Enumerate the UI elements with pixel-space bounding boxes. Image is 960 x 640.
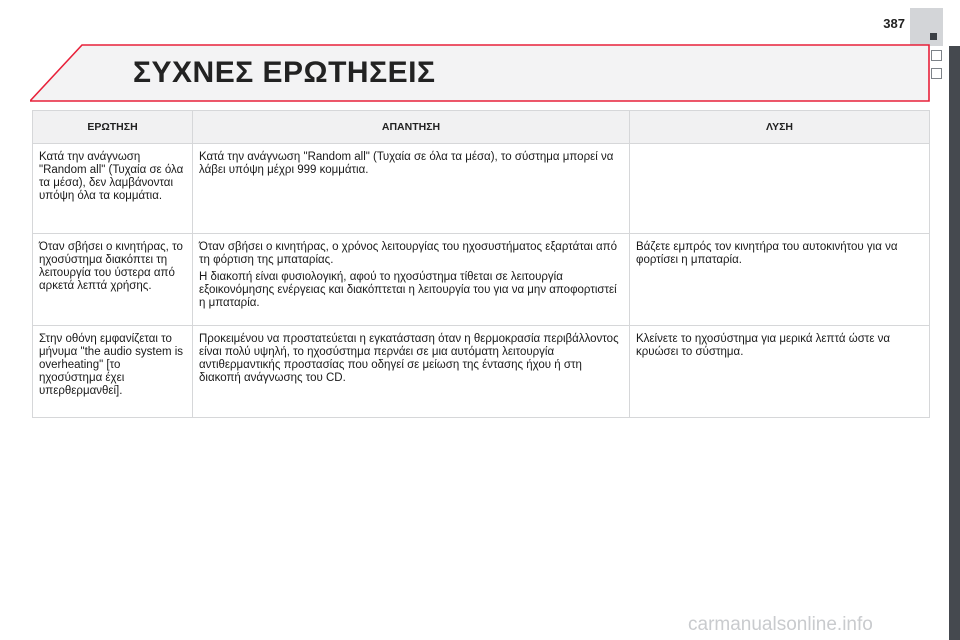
answer-cell: [193, 234, 630, 326]
answer-paragraph: Η διακοπή είναι φυσιολογική, αφού το ηχοσύστημα τίθεται σε λειτουργία εξοικονόμησης ενέργειας και διακόπτεται η λειτουργία του για να μην αποφορτιστεί η μπαταρία.: [199, 271, 617, 309]
question-cell: Όταν σβήσει ο κινητήρας, το ηχοσύστημα διακόπτει τη λειτουργία του ύστερα από αρκετά λεπτά χρήσης.: [33, 234, 193, 326]
page-title: ΣΥΧΝΕΣ ΕΡΩΤΗΣΕΙΣ: [133, 56, 436, 89]
table-header-row: [33, 111, 930, 144]
answer-cell: [193, 326, 630, 418]
table-row: [33, 234, 930, 326]
page-number: 387: [883, 16, 905, 31]
solution-cell: [630, 144, 930, 234]
answer-paragraph: Προκειμένου να προστατεύεται η εγκατάσταση όταν η θερμοκρασία περιβάλλοντος είναι πολύ υψηλή, το ηχοσύστημα περνάει σε μια αυτόματη λειτουργία αντιθερμαντικής προστασίας που οδηγεί σε μείωση της έντασης ήχου ή στη διακοπή ανάγνωσης του CD.: [199, 333, 619, 384]
question-cell: Κατά την ανάγνωση "Random all" (Τυχαία σε όλα τα μέσα), δεν λαμβάνονται υπόψη όλα τα κομμάτια.: [33, 144, 193, 234]
answer-paragraph: Όταν σβήσει ο κινητήρας, ο χρόνος λειτουργίας του ηχοσυστήματος εξαρτάται από τη φόρτιση της μπαταρίας.: [199, 241, 618, 266]
answer-cell: [193, 144, 630, 234]
solution-cell: Κλείνετε το ηχοσύστημα για μερικά λεπτά ώστε να κρυώσει το σύστημα.: [630, 326, 930, 418]
side-bar: [949, 46, 960, 640]
question-cell: Στην οθόνη εμφανίζεται το μήνυμα "the audio system is overheating" [το ηχοσύστημα έχει υπερθερμανθεί].: [33, 326, 193, 418]
answer-paragraph: Κατά την ανάγνωση "Random all" (Τυχαία σε όλα τα μέσα), το σύστημα μπορεί να λάβει υπόψη μέχρι 999 κομμάτια.: [199, 151, 614, 176]
column-header-answer: ΑΠΑΝΤΗΣΗ: [193, 111, 630, 144]
column-header-question: ΕΡΩΤΗΣΗ: [33, 111, 193, 144]
corner-tab-marker: [930, 33, 937, 40]
faq-table: [32, 110, 930, 418]
column-header-solution: ΛΥΣΗ: [630, 111, 930, 144]
solution-cell: Βάζετε εμπρός τον κινητήρα του αυτοκινήτου για να φορτίσει η μπαταρία.: [630, 234, 930, 326]
corner-tab: [910, 8, 943, 46]
table-row: [33, 144, 930, 234]
side-index-box: [931, 68, 942, 79]
watermark: carmanualsonline.info: [688, 614, 873, 635]
side-index-box: [931, 50, 942, 61]
table-row: [33, 326, 930, 418]
